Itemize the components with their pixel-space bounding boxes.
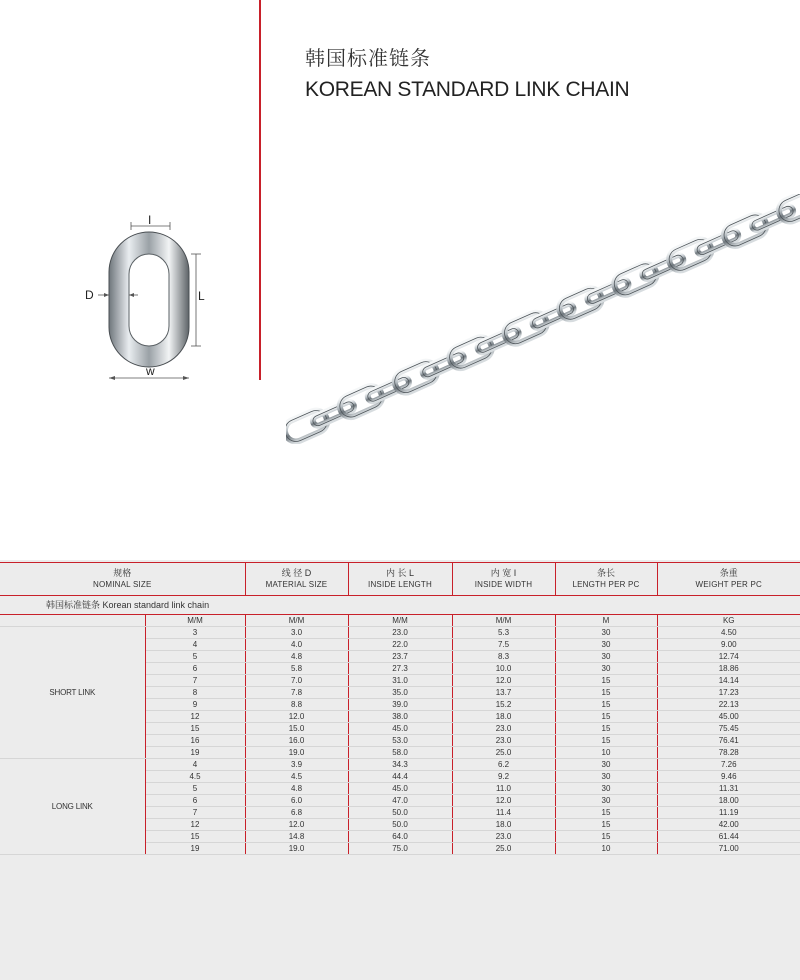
- chain-link: [641, 254, 685, 281]
- table-cell: 53.0: [348, 735, 452, 747]
- red-divider-line: [259, 0, 261, 380]
- table-cell: M/M: [245, 615, 348, 627]
- group-spacer: [0, 615, 145, 627]
- table-cell: 10.0: [452, 663, 555, 675]
- table-cell: 8.8: [245, 699, 348, 711]
- table-cell: 15: [555, 711, 657, 723]
- table-cell: 12.0: [245, 819, 348, 831]
- table-cell: 15: [555, 819, 657, 831]
- table-cell: 11.31: [657, 783, 800, 795]
- table-cell: 75.45: [657, 723, 800, 735]
- table-cell: 15: [555, 807, 657, 819]
- table-cell: 18.0: [452, 819, 555, 831]
- table-row: [0, 627, 800, 639]
- table-cell: 7: [145, 807, 245, 819]
- table-cell: 18.0: [452, 711, 555, 723]
- table-cell: M/M: [145, 615, 245, 627]
- table-cell: 4.8: [245, 651, 348, 663]
- table-cell: 3: [145, 627, 245, 639]
- table-cell: 23.0: [452, 735, 555, 747]
- table-cell: 15: [555, 699, 657, 711]
- table-cell: 35.0: [348, 687, 452, 699]
- table-cell: 25.0: [452, 843, 555, 855]
- table-cell: 16.0: [245, 735, 348, 747]
- table-cell: 31.0: [348, 675, 452, 687]
- table-cell: 15.0: [245, 723, 348, 735]
- table-cell: 12.0: [452, 795, 555, 807]
- header-length-per-pc: 条长 LENGTH PER PC: [555, 563, 657, 596]
- table-cell: 50.0: [348, 807, 452, 819]
- table-cell: 11.0: [452, 783, 555, 795]
- subtitle-row: [0, 596, 800, 615]
- table-cell: 58.0: [348, 747, 452, 759]
- table-cell: 30: [555, 639, 657, 651]
- table-cell: 4.0: [245, 639, 348, 651]
- table-cell: 30: [555, 795, 657, 807]
- table-cell: 30: [555, 783, 657, 795]
- table-cell: 13.7: [452, 687, 555, 699]
- table-cell: 64.0: [348, 831, 452, 843]
- table-cell: 9.00: [657, 639, 800, 651]
- table-cell: 19.0: [245, 843, 348, 855]
- table-cell: 4.50: [657, 627, 800, 639]
- table-cell: 12.0: [245, 711, 348, 723]
- table-cell: 6.2: [452, 759, 555, 771]
- table-cell: 4.5: [245, 771, 348, 783]
- table-cell: 23.0: [452, 723, 555, 735]
- header-inside-length: 内 长 L INSIDE LENGTH: [348, 563, 452, 596]
- table-cell: 30: [555, 663, 657, 675]
- table-cell: 27.3: [348, 663, 452, 675]
- label-width: w: [146, 364, 155, 378]
- chain-link: [421, 351, 465, 378]
- chain-link: [531, 302, 575, 329]
- table-cell: 16: [145, 735, 245, 747]
- table-cell: 6: [145, 795, 245, 807]
- table-cell: 11.4: [452, 807, 555, 819]
- chain-link: [476, 327, 520, 354]
- table-cell: 23.7: [348, 651, 452, 663]
- table-cell: M/M: [452, 615, 555, 627]
- table-cell: 4.5: [145, 771, 245, 783]
- table-cell: 5.3: [452, 627, 555, 639]
- table-cell: 6.8: [245, 807, 348, 819]
- table-cell: 14.14: [657, 675, 800, 687]
- chain-link: [311, 400, 355, 427]
- table-cell: M/M: [348, 615, 452, 627]
- table-cell: 34.3: [348, 759, 452, 771]
- table-cell: 5: [145, 783, 245, 795]
- chain-link: [586, 278, 630, 305]
- table-cell: 5: [145, 651, 245, 663]
- units-row: [0, 615, 800, 627]
- table-cell: 15.2: [452, 699, 555, 711]
- table-cell: 30: [555, 771, 657, 783]
- table-cell: 38.0: [348, 711, 452, 723]
- table-cell: 3.9: [245, 759, 348, 771]
- table-cell: 30: [555, 651, 657, 663]
- header-inside-width: 内 宽 I INSIDE WIDTH: [452, 563, 555, 596]
- label-inside-width: I: [148, 213, 152, 227]
- table-cell: 23.0: [348, 627, 452, 639]
- table-cell: 22.0: [348, 639, 452, 651]
- table-cell: 4.8: [245, 783, 348, 795]
- table-cell: 18.00: [657, 795, 800, 807]
- table-cell: 25.0: [452, 747, 555, 759]
- chain-link: [366, 376, 410, 403]
- table-cell: 10: [555, 747, 657, 759]
- table-cell: 75.0: [348, 843, 452, 855]
- table-cell: KG: [657, 615, 800, 627]
- header-row: [0, 563, 800, 596]
- table-cell: 39.0: [348, 699, 452, 711]
- table-cell: 15: [555, 723, 657, 735]
- table-cell: 14.8: [245, 831, 348, 843]
- table-cell: 19.0: [245, 747, 348, 759]
- short-link-group-label: SHORT LINK: [0, 627, 145, 759]
- chain-spec-table: [0, 562, 800, 855]
- table-cell: 15: [145, 723, 245, 735]
- table-cell: 7: [145, 675, 245, 687]
- label-inside-length: L: [198, 289, 205, 303]
- table-cell: M: [555, 615, 657, 627]
- table-cell: 15: [145, 831, 245, 843]
- table-cell: 18.86: [657, 663, 800, 675]
- table-cell: 8.3: [452, 651, 555, 663]
- header-weight-per-pc: 条重 WEIGHT PER PC: [657, 563, 800, 596]
- table-cell: 22.13: [657, 699, 800, 711]
- table-cell: 17.23: [657, 687, 800, 699]
- table-cell: 61.44: [657, 831, 800, 843]
- table-cell: 78.28: [657, 747, 800, 759]
- long-link-group-label: LONG LINK: [0, 759, 145, 855]
- table-cell: 7.5: [452, 639, 555, 651]
- table-cell: 5.8: [245, 663, 348, 675]
- table-cell: 7.8: [245, 687, 348, 699]
- header-nominal-size: 规格 NOMINAL SIZE: [0, 563, 245, 596]
- title-chinese: 韩国标准链条: [305, 48, 431, 70]
- table-cell: 11.19: [657, 807, 800, 819]
- table-row: [0, 759, 800, 771]
- table-cell: 30: [555, 759, 657, 771]
- table-cell: 15: [555, 735, 657, 747]
- table-cell: 15: [555, 675, 657, 687]
- title-english: KOREAN STANDARD LINK CHAIN: [305, 78, 630, 101]
- table-cell: 19: [145, 843, 245, 855]
- table-cell: 47.0: [348, 795, 452, 807]
- table-cell: 12.0: [452, 675, 555, 687]
- table-cell: 6: [145, 663, 245, 675]
- table-cell: 6.0: [245, 795, 348, 807]
- chain-link: [750, 205, 794, 232]
- table-cell: 9.2: [452, 771, 555, 783]
- table-cell: 45.0: [348, 723, 452, 735]
- table-cell: 45.0: [348, 783, 452, 795]
- table-cell: 15: [555, 687, 657, 699]
- table-cell: 9.46: [657, 771, 800, 783]
- table-cell: 4: [145, 639, 245, 651]
- chain-link: [696, 229, 740, 256]
- table-cell: 10: [555, 843, 657, 855]
- table-cell: 42.00: [657, 819, 800, 831]
- table-cell: 19: [145, 747, 245, 759]
- table-cell: 50.0: [348, 819, 452, 831]
- table-cell: 7.26: [657, 759, 800, 771]
- table-cell: 45.00: [657, 711, 800, 723]
- table-cell: 4: [145, 759, 245, 771]
- table-cell: 3.0: [245, 627, 348, 639]
- label-material-size: D: [85, 288, 94, 302]
- table-cell: 7.0: [245, 675, 348, 687]
- table-cell: 71.00: [657, 843, 800, 855]
- table-cell: 30: [555, 627, 657, 639]
- table-cell: 12: [145, 711, 245, 723]
- table-cell: 44.4: [348, 771, 452, 783]
- header-material-size: 线 径 D MATERIAL SIZE: [245, 563, 348, 596]
- table-cell: 8: [145, 687, 245, 699]
- link-dimension-diagram: [78, 212, 218, 387]
- table-cell: 12.74: [657, 651, 800, 663]
- table-cell: 23.0: [452, 831, 555, 843]
- table-cell: 15: [555, 831, 657, 843]
- table-cell: 76.41: [657, 735, 800, 747]
- chain-photo: [286, 194, 800, 444]
- table-subtitle: 韩国标准链条 Korean standard link chain: [0, 596, 800, 615]
- table-cell: 12: [145, 819, 245, 831]
- table-cell: 9: [145, 699, 245, 711]
